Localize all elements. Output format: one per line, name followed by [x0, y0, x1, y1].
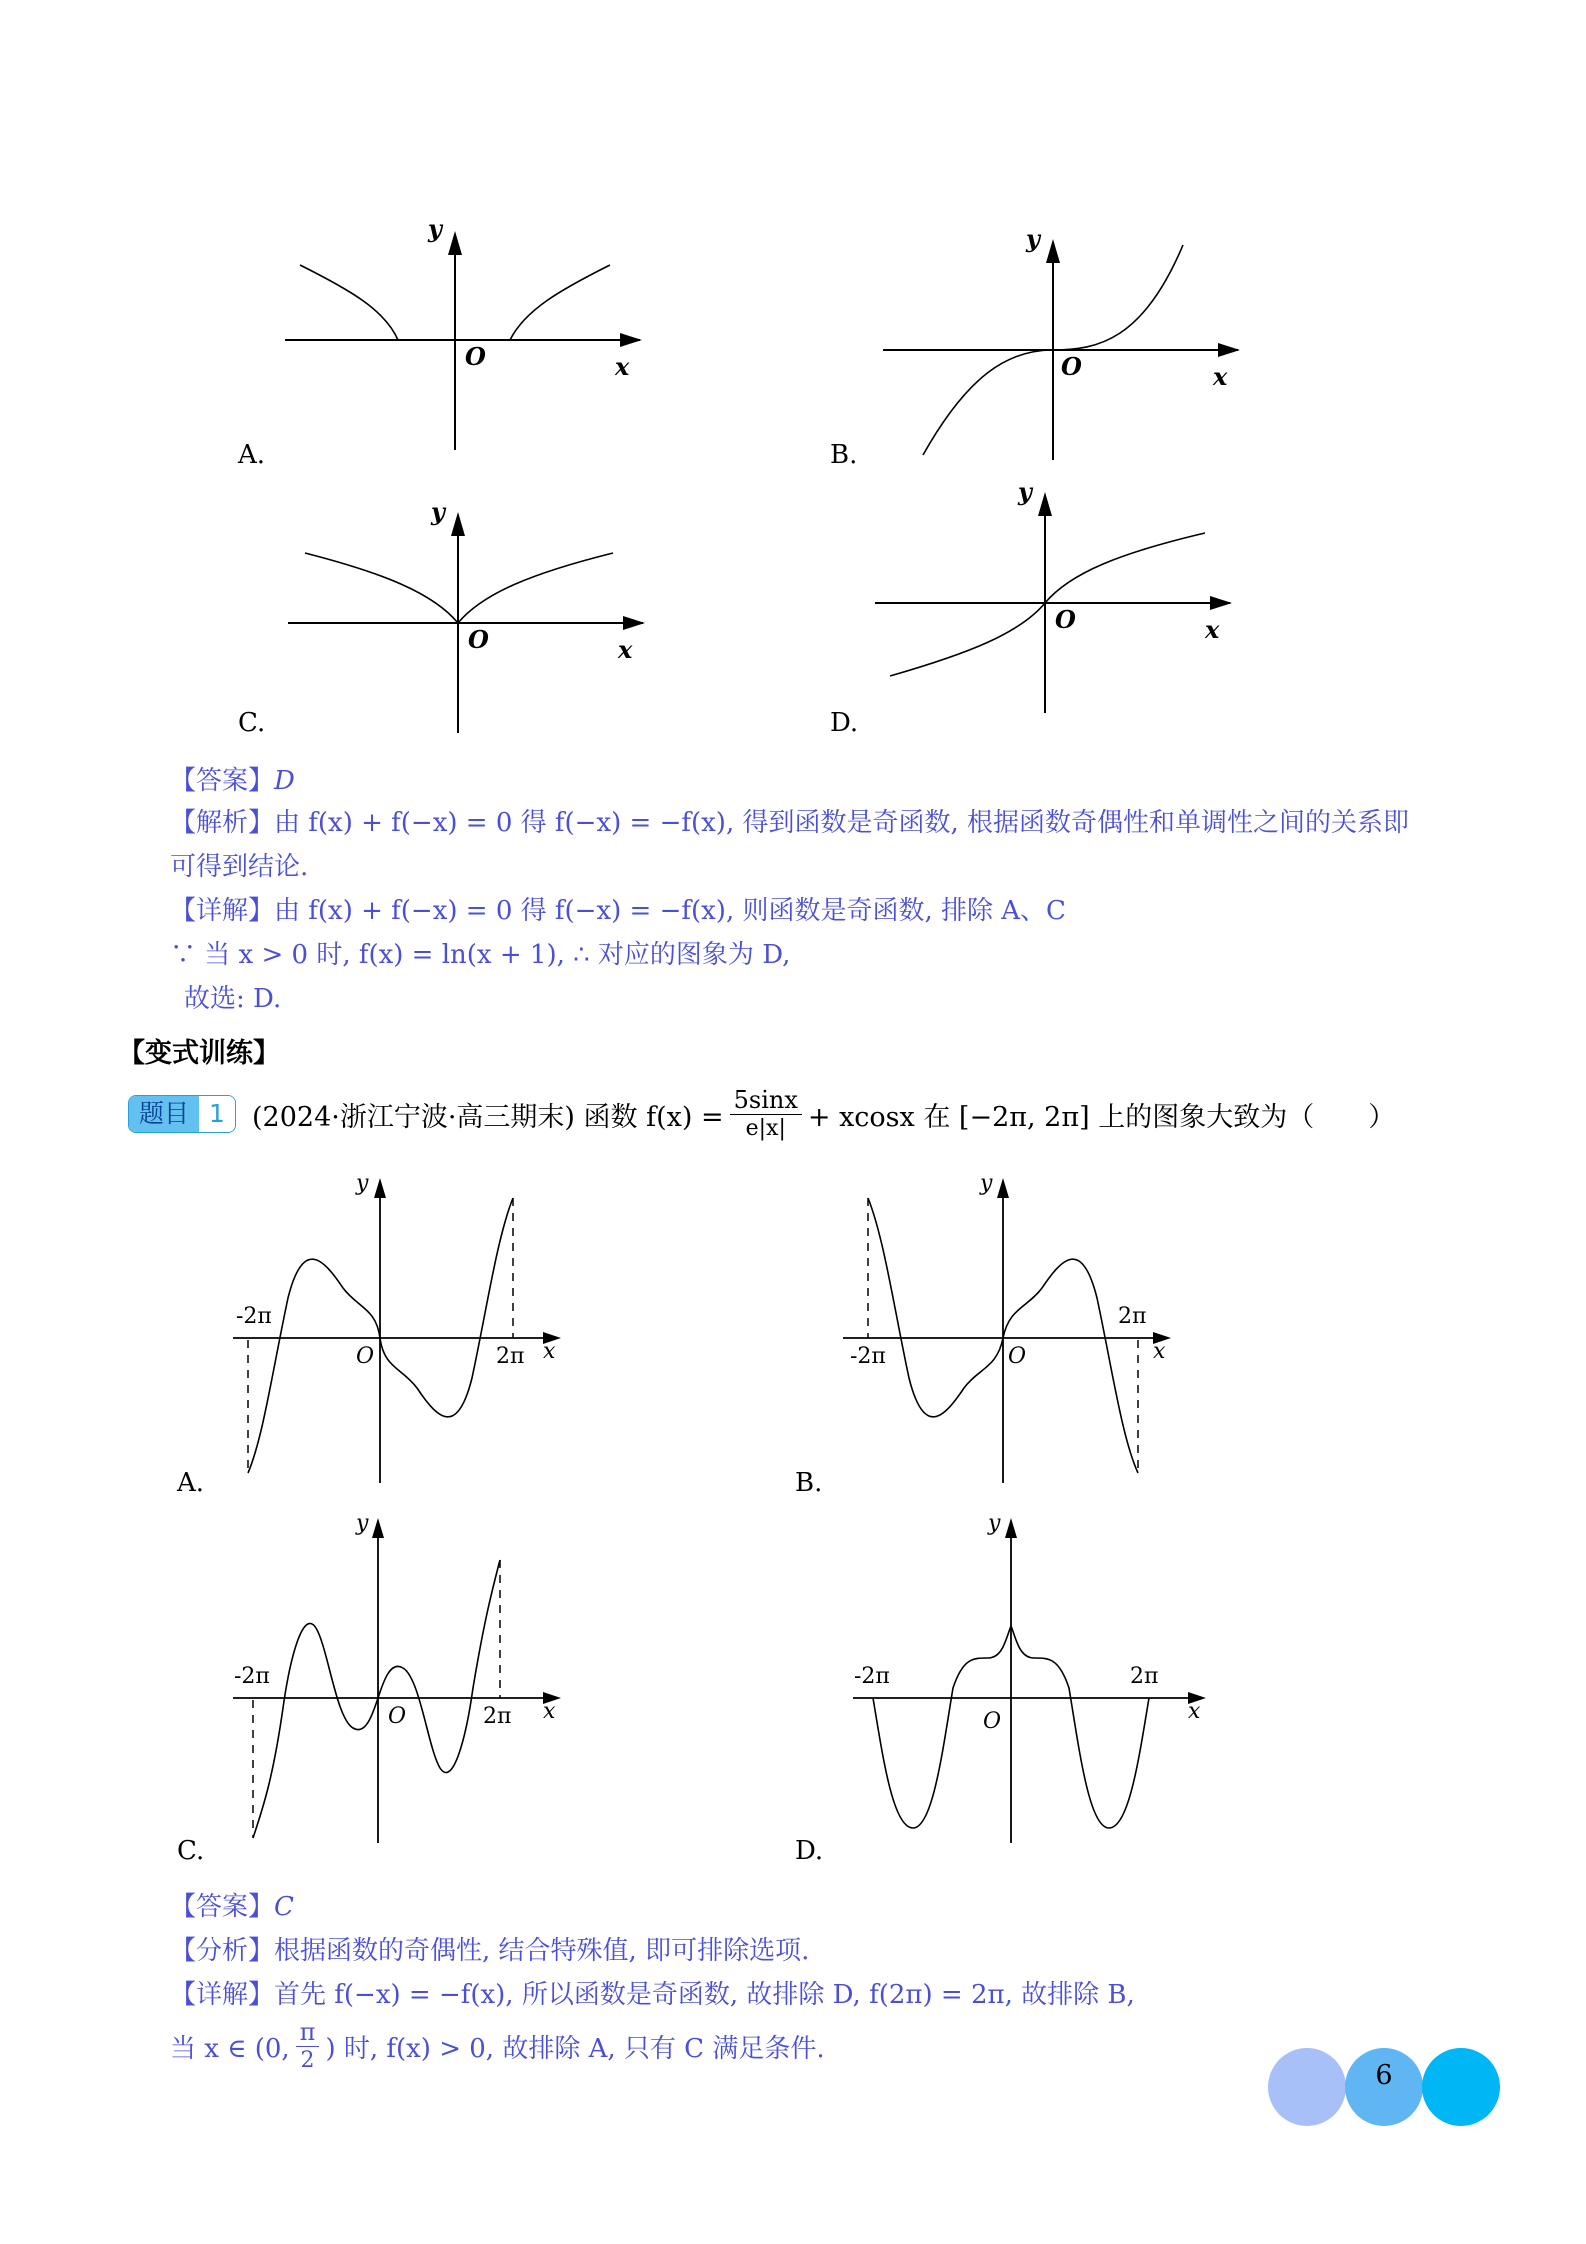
pos-2pi-label: 2π	[483, 1704, 512, 1729]
page-decor-circle-3	[1422, 2048, 1500, 2126]
q2-option-b-label: B.	[795, 1468, 823, 1498]
q1-detail-line1	[170, 890, 1066, 927]
q1-option-d-label: D.	[830, 708, 859, 738]
axis-x-label: x	[615, 352, 630, 381]
q2-option-d-label: D.	[795, 1836, 824, 1866]
axis-x-label: x	[1213, 362, 1228, 391]
q2-graph-b	[838, 1168, 1178, 1488]
pos-2pi-label: 2π	[496, 1344, 525, 1369]
answer-value: C	[274, 1892, 294, 1922]
q2-option-a-label: A.	[177, 1468, 205, 1498]
origin-label: O	[983, 1709, 1002, 1734]
q2-analysis	[170, 1930, 809, 1967]
detail-line2-end: ) 时, f(x) > 0, 故排除 A, 只有 C 满足条件.	[325, 2034, 825, 2064]
axis-x-label: x	[543, 1339, 556, 1364]
axis-y-label: y	[428, 214, 442, 243]
analysis-text: 根据函数的奇偶性, 结合特殊值, 即可排除选项.	[274, 1936, 810, 1966]
q1-option-a-label: A.	[238, 440, 266, 470]
q2-detail-line2	[170, 2018, 825, 2075]
page-number: 6	[1375, 2060, 1393, 2091]
neg-2pi-label: -2π	[854, 1664, 890, 1689]
answer-tag: 【答案】	[170, 766, 275, 796]
axis-y-label: y	[356, 1171, 369, 1196]
axis-x-label: x	[1188, 1699, 1201, 1724]
q1-analysis-line2: 可得到结论.	[170, 852, 309, 882]
origin-label: O	[468, 625, 489, 654]
detail-text: 由 f(x) + f(−x) = 0 得 f(−x) = −f(x), 则函数是奇函数, 排除 A、C	[274, 896, 1066, 926]
origin-label: O	[465, 342, 486, 371]
fraction-denominator: e|x|	[745, 1116, 786, 1141]
axis-y-label: y	[1026, 224, 1040, 253]
axis-x-label: x	[1205, 615, 1220, 644]
axis-y-label: y	[988, 1511, 1001, 1536]
detail-tag: 【详解】	[170, 896, 275, 926]
q1-graph-c	[283, 498, 663, 738]
question-tag-label: 题目	[129, 1096, 199, 1132]
q2-graph-c	[228, 1508, 568, 1848]
analysis-text: 由 f(x) + f(−x) = 0 得 f(−x) = −f(x), 得到函数是奇函数, 根据函数奇偶性和单调性之间的关系即	[274, 808, 1410, 838]
question-prefix: (2024·浙江宁波·高三期末) 函数 f(x) =	[252, 1102, 724, 1133]
origin-label: O	[1008, 1344, 1027, 1369]
q1-answer	[170, 760, 295, 797]
q1-option-c-label: C.	[238, 708, 266, 738]
origin-label: O	[1061, 352, 1082, 381]
detail-line2-start: 当 x ∈ (0,	[170, 2034, 290, 2064]
question-fraction	[730, 1086, 802, 1143]
neg-2pi-label: -2π	[236, 1304, 272, 1329]
detail-text: 首先 f(−x) = −f(x), 所以函数是奇函数, 故排除 D, f(2π) = 2π, 故排除 B,	[274, 1980, 1135, 2010]
answer-value: D	[274, 766, 295, 796]
q1-graph-d	[870, 478, 1250, 718]
fraction-numerator: π	[296, 2018, 320, 2047]
page-decor-circle-1	[1268, 2048, 1346, 2126]
neg-2pi-label: -2π	[234, 1664, 270, 1689]
axis-x-label: x	[618, 635, 633, 664]
pi-over-2-fraction	[296, 2018, 320, 2075]
fraction-numerator: 5sinx	[730, 1086, 802, 1115]
question-tag-number: 1	[199, 1096, 235, 1132]
neg-2pi-label: -2π	[850, 1344, 886, 1369]
question-tag	[128, 1095, 236, 1133]
pos-2pi-label: 2π	[1118, 1304, 1147, 1329]
axis-y-label: y	[980, 1171, 993, 1196]
question-text	[252, 1086, 1395, 1143]
q2-graph-d	[848, 1508, 1218, 1848]
q1-option-b-label: B.	[830, 440, 858, 470]
origin-label: O	[1055, 605, 1076, 634]
q2-answer	[170, 1886, 294, 1923]
origin-label: O	[388, 1704, 407, 1729]
answer-tag: 【答案】	[170, 1892, 275, 1922]
detail-tag: 【详解】	[170, 1980, 275, 2010]
q1-graph-a	[280, 215, 660, 455]
analysis-tag: 【解析】	[170, 808, 275, 838]
q1-analysis-line1	[170, 802, 1409, 839]
analysis-tag: 【分析】	[170, 1936, 275, 1966]
axis-y-label: y	[356, 1511, 369, 1536]
q2-option-c-label: C.	[177, 1836, 205, 1866]
q1-detail-line3: 故选: D.	[184, 984, 282, 1014]
origin-label: O	[356, 1344, 375, 1369]
fraction-denominator: 2	[300, 2048, 315, 2073]
axis-x-label: x	[1153, 1339, 1166, 1364]
question-suffix: + xcosx 在 [−2π, 2π] 上的图象大致为（ ）	[807, 1102, 1396, 1133]
q2-graph-a	[228, 1168, 568, 1488]
axis-y-label: y	[431, 497, 445, 526]
section-heading: 【变式训练】	[118, 1038, 280, 1069]
q1-graph-b	[878, 225, 1258, 465]
q1-detail-line2: ∵ 当 x > 0 时, f(x) = ln(x + 1), ∴ 对应的图象为 D,	[170, 940, 791, 970]
axis-y-label: y	[1018, 477, 1032, 506]
axis-x-label: x	[543, 1699, 556, 1724]
pos-2pi-label: 2π	[1130, 1664, 1159, 1689]
q2-detail-line1	[170, 1974, 1135, 2011]
